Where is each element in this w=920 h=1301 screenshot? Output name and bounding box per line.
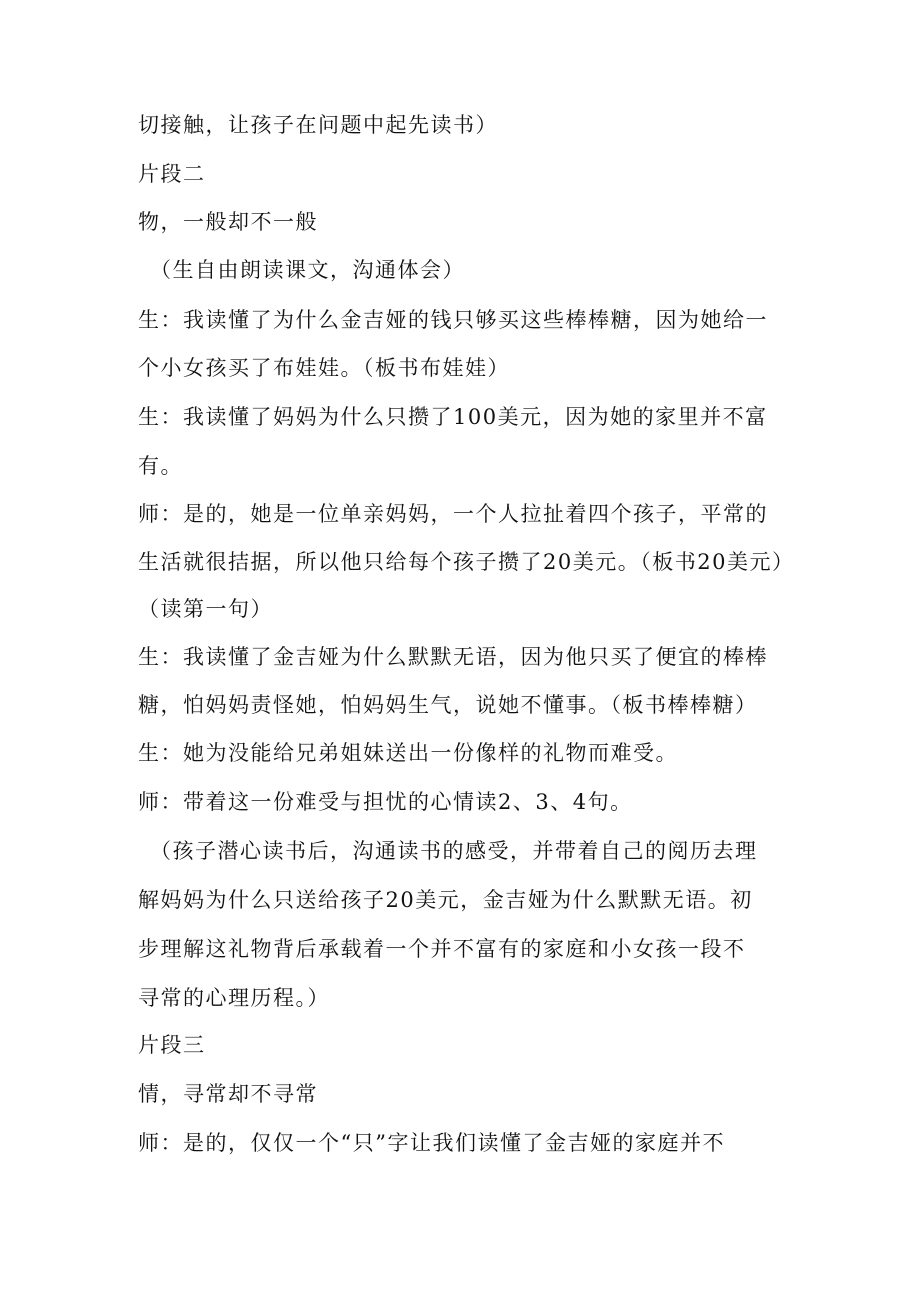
text-line: 生：我读懂了金吉娅为什么默默无语，因为他只买了便宜的棒棒 (138, 645, 768, 669)
text-line: 生：我读懂了为什么金吉娅的钱只够买这些棒棒糖，因为她给一 (138, 308, 768, 332)
stage-direction: （孩子潜心读书后，沟通读书的感受，并带着自己的阅历去理 (150, 839, 758, 863)
subsection-heading: 情，寻常却不寻常 (138, 1082, 318, 1106)
text-line: 生：她为没能给兄弟姐妹送出一份像样的礼物而难受。 (138, 741, 678, 765)
text-line: 生：我读懂了妈妈为什么只攒了100美元，因为她的家里并不富 (138, 405, 768, 429)
text-line: 糖，怕妈妈责怪她，怕妈妈生气，说她不懂事。（板书棒棒糖） (138, 693, 758, 717)
section-heading: 片段二 (138, 162, 206, 186)
text-line: 寻常的心理历程。） (138, 986, 330, 1010)
subsection-heading: 物，一般却不一般 (138, 210, 318, 234)
text-line: 有。 (138, 454, 183, 478)
text-line: 生活就很拮据，所以他只给每个孩子攒了20美元。（板书20美元） (138, 550, 795, 574)
stage-direction: （读第一句） (138, 597, 273, 621)
text-line: 师：带着这一份难受与担忧的心情读2、3、4句。 (138, 790, 633, 814)
text-line: 解妈妈为什么只送给孩子20美元，金吉娅为什么默默无语。初 (138, 888, 753, 912)
text-line: 切接触，让孩子在问题中起先读书） (138, 113, 498, 137)
stage-direction: （生自由朗读课文，沟通体会） (150, 258, 465, 282)
text-line: 师：是的，她是一位单亲妈妈，一个人拉扯着四个孩子，平常的 (138, 502, 768, 526)
text-line: 师：是的，仅仅一个“只”字让我们读懂了金吉娅的家庭并不 (138, 1131, 725, 1155)
text-line: 个小女孩买了布娃娃。（板书布娃娃） (138, 356, 510, 380)
section-heading: 片段三 (138, 1033, 206, 1057)
text-line: 步理解这礼物背后承载着一个并不富有的家庭和小女孩一段不 (138, 937, 746, 961)
